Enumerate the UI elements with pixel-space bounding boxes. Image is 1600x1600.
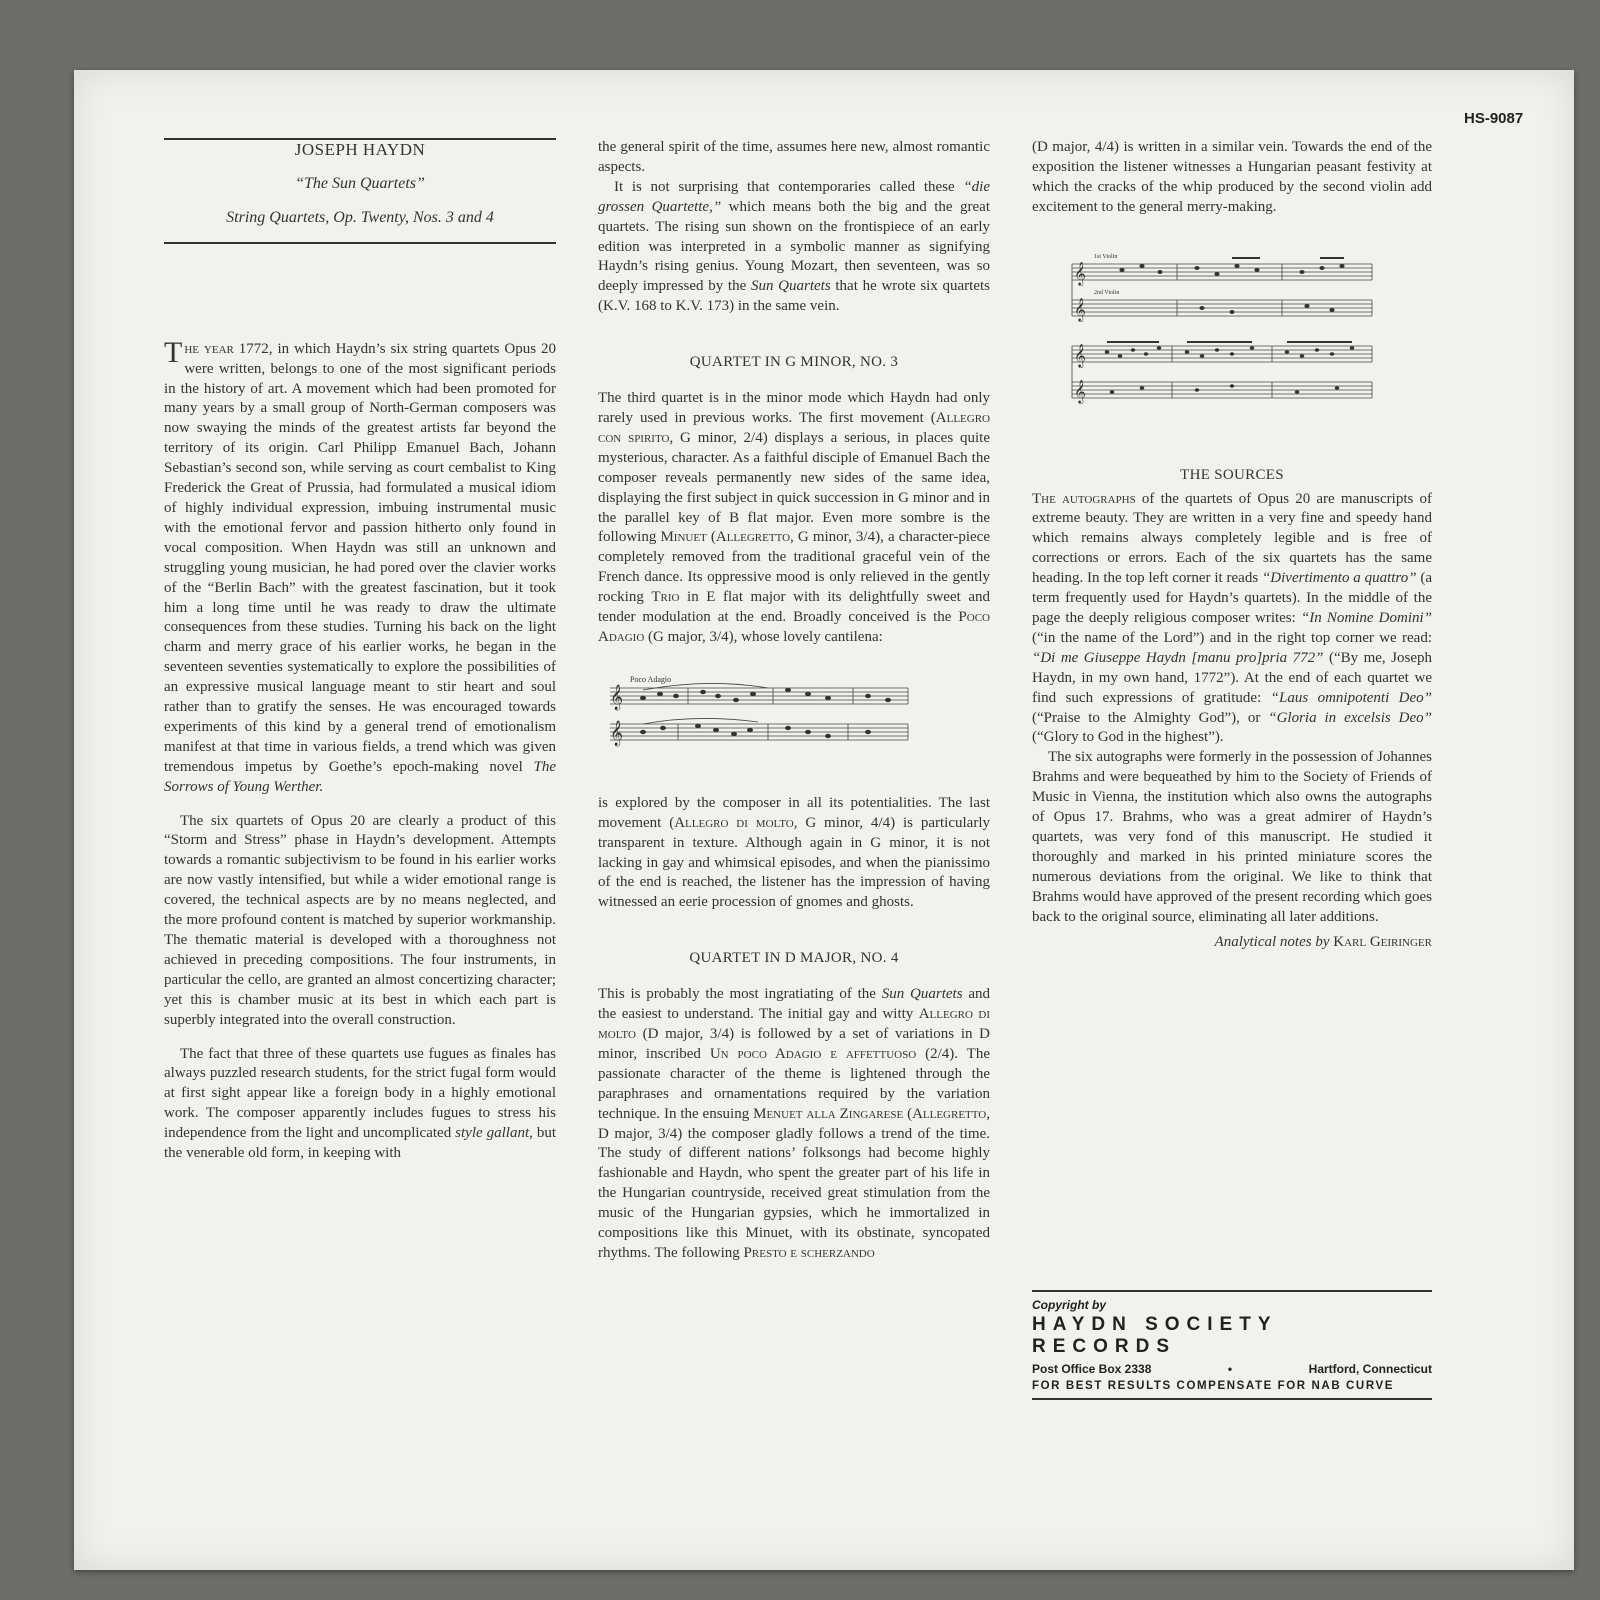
paragraph-sources: The autographs of the quartets of Opus 20 are manuscripts of extreme beauty. They are written in a very fine and speedy hand which remains always completely legible and is free of corrections or errors. Each of the six quartets has the same heading. In the top left corner it reads “Divertimento a quattro” (a term frequently used for Haydn’s quartets). In the middle of the page the deeply religious composer writes: “In Nomine Domini” (“in the name of the Lord”) and in the right top corner we read: “Di me Giuseppe Haydn [manu pro]pria 772” (“By me, Joseph Haydn, in my own hand, 1772”). At the end of each quartet we find such expressions of gratitude: “Laus omnipotenti Deo” (“Praise to the Almighty God”), or “Gloria in excelsis Deo” (“Glory to God in the highest”).: [1032, 490, 1433, 746]
treble-clef-icon: 𝄞: [610, 719, 624, 745]
catalog-number: HS-9087: [1464, 110, 1524, 127]
column-2: [598, 138, 990, 1278]
paragraph-quartet-3: The third quartet is in the minor mode which Haydn had only rarely used in previous works. The first movement (Allegro con spirito, G minor, 2/4) displays a serious, in places quite mysterious, character. As a faithful disciple of Emanuel Bach the composer reveals permanently new sides of the same idea, displaying the first subject in quick succession in G minor and in the parallel key of B flat major. Even more sombre is the following Minuet (Allegretto, G minor, 3/4), a character-piece completely removed from the traditional graceful vein of the French dance. Its oppressive mood is only relieved in the gently rocking Trio in E flat major with its delightfully sweet and tender modulation at the end. Broadly conceived is the Poco Adagio (G major, 3/4), whose lovely cantilena:: [598, 390, 990, 645]
music-staff-image: [1032, 236, 1432, 426]
column-1: [164, 138, 556, 1178]
album-subtitle: String Quartets, Op. Twenty, Nos. 3 and 4: [226, 208, 494, 226]
treble-clef-icon: 𝄞: [1074, 380, 1086, 403]
address-row: [1032, 1362, 1432, 1376]
address: Post Office Box 2338: [1032, 1362, 1152, 1376]
bullet: •: [1227, 1362, 1233, 1376]
record-sleeve: [74, 70, 1574, 1570]
paragraph-quartet-4: This is probably the most ingratiating of the Sun Quartets and the easiest to understand. The initial gay and witty Allegro di molto (D major, 3/4) is followed by a set of variations in D minor, inscribed Un poco Adagio e affettuoso (2/4). The passionate character of the theme is lightened through the paraphrases and ornamentations required by the variation technique. In the ensuing Menuet alla Zingarese (Allegretto, D major, 3/4) the composer gladly follows a trend of the time. The study of different nations’ folksongs had become highly fashionable and Haydn, who spent the greater part of his life in the Hungarian countryside, received great stimulation from the music of the Hungarian gypsies, which he immortalized in compositions like this Minuet, with its obstinate, syncopated rhythms. The following Presto e scherzando: [598, 986, 990, 1261]
section-title-sources: THE SOURCES: [1180, 466, 1284, 483]
music-label-1st-violin: 1st Violin: [1094, 253, 1118, 260]
album-title: “The Sun Quartets”: [295, 174, 425, 192]
record-company: HAYDN SOCIETY RECORDS: [1032, 1314, 1278, 1357]
intro-paragraph: The year 1772, in which Haydn’s six string quartets Opus 20 were written, belongs to one of the most significant periods in the history of art. A movement which had been promoted for many years by a small group of North-German composers was now swaying the minds of the greatest artists far beyond the territory of its origin. Carl Philipp Emanuel Bach, Johann Sebastian’s second son, while serving as court cembalist to King Frederick the Great of Prussia, had formulated a musical idiom of highly individual expression, imbuing instrumental music with the emotional fervor and passion hitherto only found in vocal composition. When Haydn was still an unknown and struggling young musician, he had pored over the clavier works of the “Berlin Bach” with the greatest fascination, but it took him a long time until he was ready to draw the ultimate consequences from these studies. Turning his back on the light charm and merry grace of his earlier works, he began in the seventeen seventies systematically to explore the possibilities of an expressive musical language meant to stir heart and soul rather than to gratify the senses. He was encouraged towards experiments of this kind by a general trend of emotionalism manifest at that time in various fields, a trend which was given tremendous impetus by Goethe’s epoch-making novel The Sorrows of Young Werther.: [164, 335, 556, 795]
paragraph-brahms: The six autographs were formerly in the possession of Johannes Brahms and were bequeathed by him to the Society of Friends of Music in Vienna, the institution which also owns the autographs of Opus 17. Brahms, who was a great admirer of Haydn’s quartets, was very fond of this manuscript. He studied it thoroughly and marked in his printed miniature scores the numerous deviations from the original. We like to think that Brahms would have approved of the present recording which goes back to the original source, eliminating all later additions.: [1032, 749, 1432, 925]
paragraph-continued: the general spirit of the time, assumes here new, almost romantic aspects.: [598, 139, 990, 175]
city: Hartford, Connecticut: [1308, 1362, 1432, 1376]
music-staff-image: [598, 660, 990, 778]
section-title-quartet-3: QUARTET IN G MINOR, NO. 3: [689, 354, 899, 371]
paragraph-last-movement: is explored by the composer in all its potentialities. The last movement (Allegro di molto, G minor, 4/4) is particularly transparent in texture. Although again in G minor, it is not lacking in gay and whimsical episodes, and when the pianissimo of the end is reached, the listener has the impression of having witnessed an eerie procession of gnomes and ghosts.: [598, 794, 990, 911]
treble-clef-icon: 𝄞: [610, 683, 624, 709]
paragraph-storm-stress: The six quartets of Opus 20 are clearly a product of this “Storm and Stress” phase in Haydn’s development. Attempts towards a romantic subjectivism to be found in his earlier works are now vastly intensified, but while a wider emotional range is covered, the technical aspects are by no means neglected, and the more profound content is matched by superior workmanship. The thematic material is developed with a thoroughness not achieved in preceding compositions. The four instruments, in particular the cello, are granted an almost concertizing character; yet this is chamber music at its best in which each part is superbly integrated into the overall construction.: [164, 812, 556, 1028]
copyright-block: [1032, 1290, 1432, 1400]
drop-cap: T: [164, 335, 183, 369]
paragraph-grossen: It is not surprising that contemporaries called these “die grossen Quartette,” which means both the big and the great quartets. The rising sun shown on the frontispiece of an early edition was interpreted in a symbolic manner as signifying Haydn’s rising genius. Young Mozart, then seventeen, was so deeply impressed by the Sun Quartets that he wrote six quartets (K.V. 168 to K.V. 173) in the same vein.: [598, 178, 991, 315]
treble-clef-icon: 𝄞: [1074, 344, 1086, 367]
music-example-violins: [1032, 236, 1432, 426]
treble-clef-icon: 𝄞: [1074, 262, 1086, 285]
column-3: [1032, 138, 1432, 967]
music-label-2nd-violin: 2nd Violin: [1094, 289, 1120, 296]
music-label: Poco Adagio: [630, 674, 672, 684]
paragraph-presto: (D major, 4/4) is written in a similar vein. Towards the end of the exposition the listener witnesses a Hungarian peasant festivity at which the cracks of the whip produced by the second violin add excitement to the general merry-making.: [1032, 139, 1432, 215]
header-rule-bottom: [164, 242, 556, 244]
music-example-poco-adagio: [598, 660, 990, 778]
copyright-label: Copyright by: [1032, 1298, 1106, 1312]
analytical-notes-credit: Analytical notes by Karl Geiringer: [1214, 934, 1432, 951]
treble-clef-icon: 𝄞: [1074, 298, 1086, 321]
paragraph-fugues: The fact that three of these quartets use fugues as finales has always puzzled research students, for the strict fugal form would at first sight appear like a foreign body in a highly emotional work. The composer apparently includes fugues to stress his independence from the light and uncomplicated style gallant, but the venerable old form, in keeping with: [164, 1045, 556, 1162]
composer-name: JOSEPH HAYDN: [294, 140, 426, 159]
nab-curve-notice: FOR BEST RESULTS COMPENSATE FOR NAB CURVE: [1032, 1380, 1432, 1400]
section-title-quartet-4: QUARTET IN D MAJOR, NO. 4: [689, 950, 899, 967]
